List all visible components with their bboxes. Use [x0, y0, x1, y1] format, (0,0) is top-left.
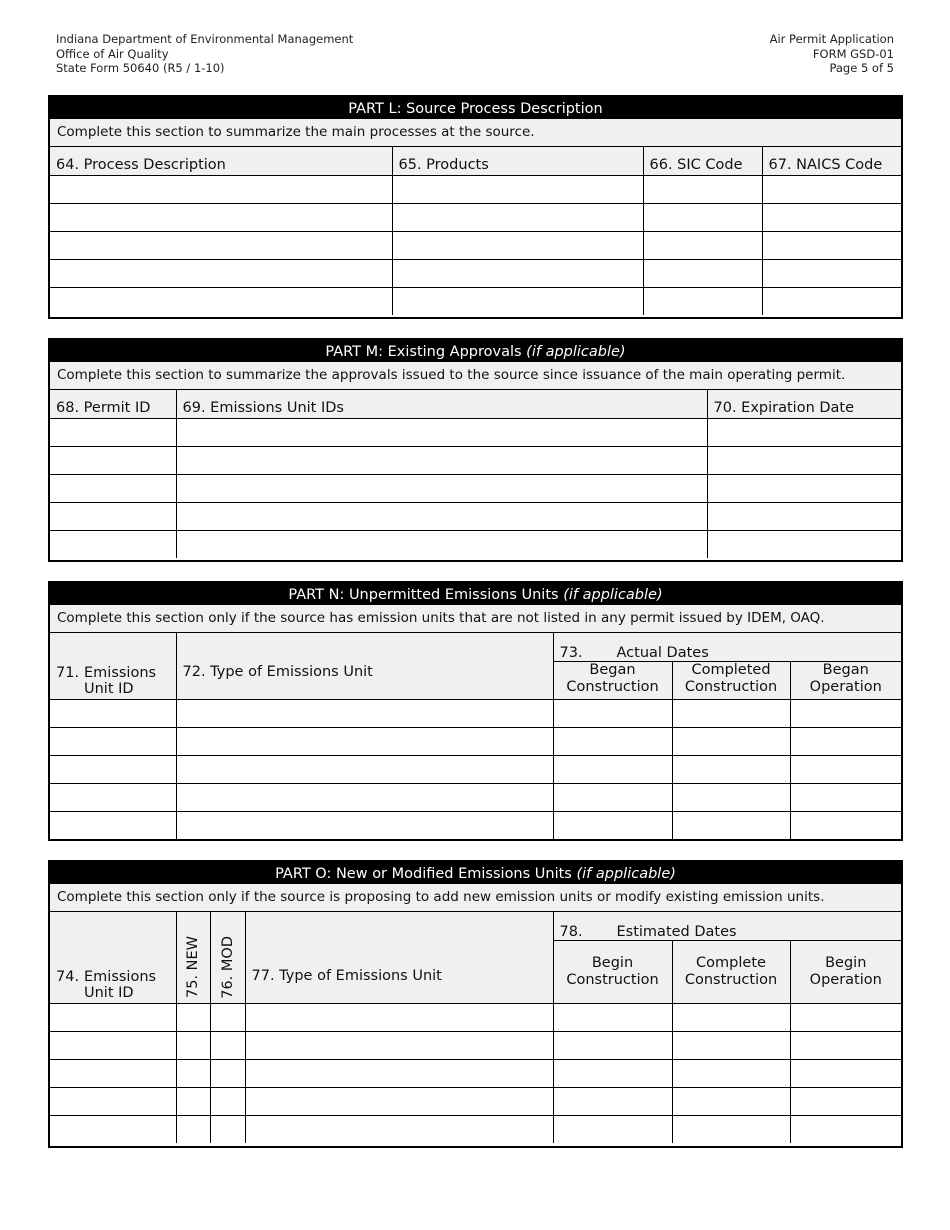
col-type-of-emissions-unit: 72. Type of Emissions Unit: [176, 633, 553, 699]
table-row: [50, 175, 901, 203]
col-emissions-unit-ids: 69. Emissions Unit IDs: [176, 390, 707, 418]
naics-code-cell[interactable]: [762, 259, 901, 287]
permit-id-cell[interactable]: [50, 446, 176, 474]
col-expiration-date: 70. Expiration Date: [707, 390, 901, 418]
part-n-table: [50, 633, 901, 839]
begin-construction-cell[interactable]: [553, 1087, 672, 1115]
began-construction-cell[interactable]: [553, 727, 672, 755]
begin-operation-cell[interactable]: [790, 1059, 901, 1087]
table-row: [50, 727, 901, 755]
begin-construction-cell[interactable]: [553, 1031, 672, 1059]
mod-checkbox-cell[interactable]: [210, 1003, 245, 1031]
col-products: 65. Products: [392, 147, 643, 175]
emissions-unit-ids-cell[interactable]: [176, 474, 707, 502]
part-n-section: [48, 581, 903, 841]
emissions-unit-id-cell[interactable]: [50, 755, 176, 783]
permit-id-cell[interactable]: [50, 418, 176, 446]
began-construction-cell[interactable]: [553, 755, 672, 783]
emissions-unit-ids-cell[interactable]: [176, 446, 707, 474]
page-header-right: [770, 32, 894, 76]
expiration-date-cell[interactable]: [707, 446, 901, 474]
table-row: [50, 1031, 901, 1059]
sic-code-cell[interactable]: [643, 259, 762, 287]
part-o-instruction: Complete this section only if the source is proposing to add new emission units or modify existing emission units.: [50, 884, 901, 912]
col-emissions-unit-id: 71. Emissions Unit ID: [50, 633, 176, 699]
page-number: Page 5 of 5: [829, 61, 894, 75]
completed-construction-cell[interactable]: [672, 699, 790, 727]
begin-construction-cell[interactable]: [553, 1003, 672, 1031]
new-checkbox-cell[interactable]: [176, 1087, 210, 1115]
began-operation-cell[interactable]: [790, 811, 901, 839]
type-cell[interactable]: [176, 811, 553, 839]
emissions-unit-id-cell[interactable]: [50, 1059, 176, 1087]
new-checkbox-cell[interactable]: [176, 1003, 210, 1031]
naics-code-cell[interactable]: [762, 203, 901, 231]
emissions-unit-id-cell[interactable]: [50, 1031, 176, 1059]
emissions-unit-ids-cell[interactable]: [176, 502, 707, 530]
new-checkbox-cell[interactable]: [176, 1115, 210, 1143]
begin-operation-cell[interactable]: [790, 1003, 901, 1031]
office-name: Office of Air Quality: [56, 46, 169, 61]
began-operation-cell[interactable]: [790, 783, 901, 811]
began-operation-cell[interactable]: [790, 727, 901, 755]
naics-code-cell[interactable]: [762, 231, 901, 259]
products-cell[interactable]: [392, 231, 643, 259]
agency-name: Indiana Department of Environmental Management: [56, 32, 354, 46]
new-checkbox-cell[interactable]: [176, 1031, 210, 1059]
begin-construction-cell[interactable]: [553, 1059, 672, 1087]
table-row: [50, 699, 901, 727]
begin-operation-cell[interactable]: [790, 1087, 901, 1115]
completed-construction-cell[interactable]: [672, 727, 790, 755]
type-cell[interactable]: [176, 755, 553, 783]
col-permit-id: 68. Permit ID: [50, 390, 176, 418]
sic-code-cell[interactable]: [643, 231, 762, 259]
type-cell[interactable]: [176, 783, 553, 811]
col-sic-code: 66. SIC Code: [643, 147, 762, 175]
expiration-date-cell[interactable]: [707, 530, 901, 558]
process-description-cell[interactable]: [50, 287, 392, 315]
table-row: [50, 811, 901, 839]
begin-operation-cell[interactable]: [790, 1031, 901, 1059]
began-construction-cell[interactable]: [553, 783, 672, 811]
type-cell[interactable]: [245, 1003, 553, 1031]
part-o-title: PART O: New or Modified Emissions Units (if applicable): [50, 862, 901, 884]
sic-code-cell[interactable]: [643, 175, 762, 203]
part-m-section: [48, 338, 903, 562]
expiration-date-cell[interactable]: [707, 474, 901, 502]
col-process-description: 64. Process Description: [50, 147, 392, 175]
expiration-date-cell[interactable]: [707, 502, 901, 530]
table-row: [50, 231, 901, 259]
part-m-title: PART M: Existing Approvals (if applicable): [50, 340, 901, 362]
began-construction-cell[interactable]: [553, 811, 672, 839]
table-row: [50, 783, 901, 811]
col-begin-operation: Begin Operation: [790, 940, 901, 1003]
complete-construction-cell[interactable]: [672, 1003, 790, 1031]
completed-construction-cell[interactable]: [672, 811, 790, 839]
col-began-operation: Began Operation: [790, 661, 901, 699]
part-l-section: [48, 95, 903, 319]
table-row: [50, 287, 901, 315]
col-emissions-unit-id: 74. Emissions Unit ID: [50, 912, 176, 1003]
table-row: [50, 1087, 901, 1115]
type-cell[interactable]: [245, 1115, 553, 1143]
process-description-cell[interactable]: [50, 175, 392, 203]
table-row: [50, 1059, 901, 1087]
table-row: [50, 502, 901, 530]
began-construction-cell[interactable]: [553, 699, 672, 727]
process-description-cell[interactable]: [50, 259, 392, 287]
type-cell[interactable]: [176, 699, 553, 727]
mod-checkbox-cell[interactable]: [210, 1031, 245, 1059]
mod-checkbox-cell[interactable]: [210, 1087, 245, 1115]
permit-id-cell[interactable]: [50, 502, 176, 530]
col-new: 75. NEW: [176, 912, 210, 1003]
emissions-unit-id-cell[interactable]: [50, 1003, 176, 1031]
col-complete-construction: Complete Construction: [672, 940, 790, 1003]
table-row: [50, 259, 901, 287]
part-o-section: [48, 860, 903, 1148]
products-cell[interactable]: [392, 259, 643, 287]
begin-operation-cell[interactable]: [790, 1115, 901, 1143]
began-operation-cell[interactable]: [790, 699, 901, 727]
emissions-unit-id-cell[interactable]: [50, 1087, 176, 1115]
table-row: [50, 203, 901, 231]
form-title: Air Permit Application: [769, 32, 894, 46]
process-description-cell[interactable]: [50, 203, 392, 231]
emissions-unit-id-cell[interactable]: [50, 811, 176, 839]
col-type-of-emissions-unit: 77. Type of Emissions Unit: [245, 912, 553, 1003]
completed-construction-cell[interactable]: [672, 755, 790, 783]
emissions-unit-ids-cell[interactable]: [176, 530, 707, 558]
type-cell[interactable]: [176, 727, 553, 755]
complete-construction-cell[interactable]: [672, 1087, 790, 1115]
mod-checkbox-cell[interactable]: [210, 1059, 245, 1087]
type-cell[interactable]: [245, 1059, 553, 1087]
permit-id-cell[interactable]: [50, 530, 176, 558]
mod-checkbox-cell[interactable]: [210, 1115, 245, 1143]
new-checkbox-cell[interactable]: [176, 1059, 210, 1087]
part-n-title: PART N: Unpermitted Emissions Units (if applicable): [50, 583, 901, 605]
naics-code-cell[interactable]: [762, 175, 901, 203]
completed-construction-cell[interactable]: [672, 783, 790, 811]
col-begin-construction: Begin Construction: [553, 940, 672, 1003]
col-completed-construction: Completed Construction: [672, 661, 790, 699]
part-l-title: PART L: Source Process Description: [50, 97, 901, 119]
sic-code-cell[interactable]: [643, 287, 762, 315]
col-naics-code: 67. NAICS Code: [762, 147, 901, 175]
part-l-instruction: Complete this section to summarize the main processes at the source.: [50, 119, 901, 147]
complete-construction-cell[interactable]: [672, 1059, 790, 1087]
emissions-unit-id-cell[interactable]: [50, 783, 176, 811]
table-row: [50, 755, 901, 783]
col-group-actual-dates: 73. Actual Dates: [553, 633, 901, 661]
table-row: [50, 474, 901, 502]
began-operation-cell[interactable]: [790, 755, 901, 783]
expiration-date-cell[interactable]: [707, 418, 901, 446]
complete-construction-cell[interactable]: [672, 1115, 790, 1143]
table-row: [50, 446, 901, 474]
form-code: FORM GSD-01: [812, 46, 894, 61]
type-cell[interactable]: [245, 1087, 553, 1115]
products-cell[interactable]: [392, 287, 643, 315]
state-form-number: State Form 50640 (R5 / 1-10): [56, 61, 225, 75]
part-o-table: [50, 912, 901, 1143]
part-l-table: [50, 147, 901, 315]
emissions-unit-ids-cell[interactable]: [176, 418, 707, 446]
products-cell[interactable]: [392, 203, 643, 231]
process-description-cell[interactable]: [50, 231, 392, 259]
part-n-instruction: Complete this section only if the source has emission units that are not listed in any permit issued by IDEM, OAQ.: [50, 605, 901, 633]
col-mod: 76. MOD: [210, 912, 245, 1003]
col-began-construction: Began Construction: [553, 661, 672, 699]
type-cell[interactable]: [245, 1031, 553, 1059]
emissions-unit-id-cell[interactable]: [50, 727, 176, 755]
table-row: [50, 1003, 901, 1031]
complete-construction-cell[interactable]: [672, 1031, 790, 1059]
part-m-instruction: Complete this section to summarize the approvals issued to the source since issuance of the main operating permit.: [50, 362, 901, 390]
table-row: [50, 418, 901, 446]
col-group-estimated-dates: 78. Estimated Dates: [553, 912, 901, 940]
table-row: [50, 1115, 901, 1143]
emissions-unit-id-cell[interactable]: [50, 1115, 176, 1143]
emissions-unit-id-cell[interactable]: [50, 699, 176, 727]
table-row: [50, 530, 901, 558]
naics-code-cell[interactable]: [762, 287, 901, 315]
begin-construction-cell[interactable]: [553, 1115, 672, 1143]
sic-code-cell[interactable]: [643, 203, 762, 231]
part-m-table: [50, 390, 901, 558]
permit-id-cell[interactable]: [50, 474, 176, 502]
products-cell[interactable]: [392, 175, 643, 203]
page-header-left: [56, 32, 353, 76]
